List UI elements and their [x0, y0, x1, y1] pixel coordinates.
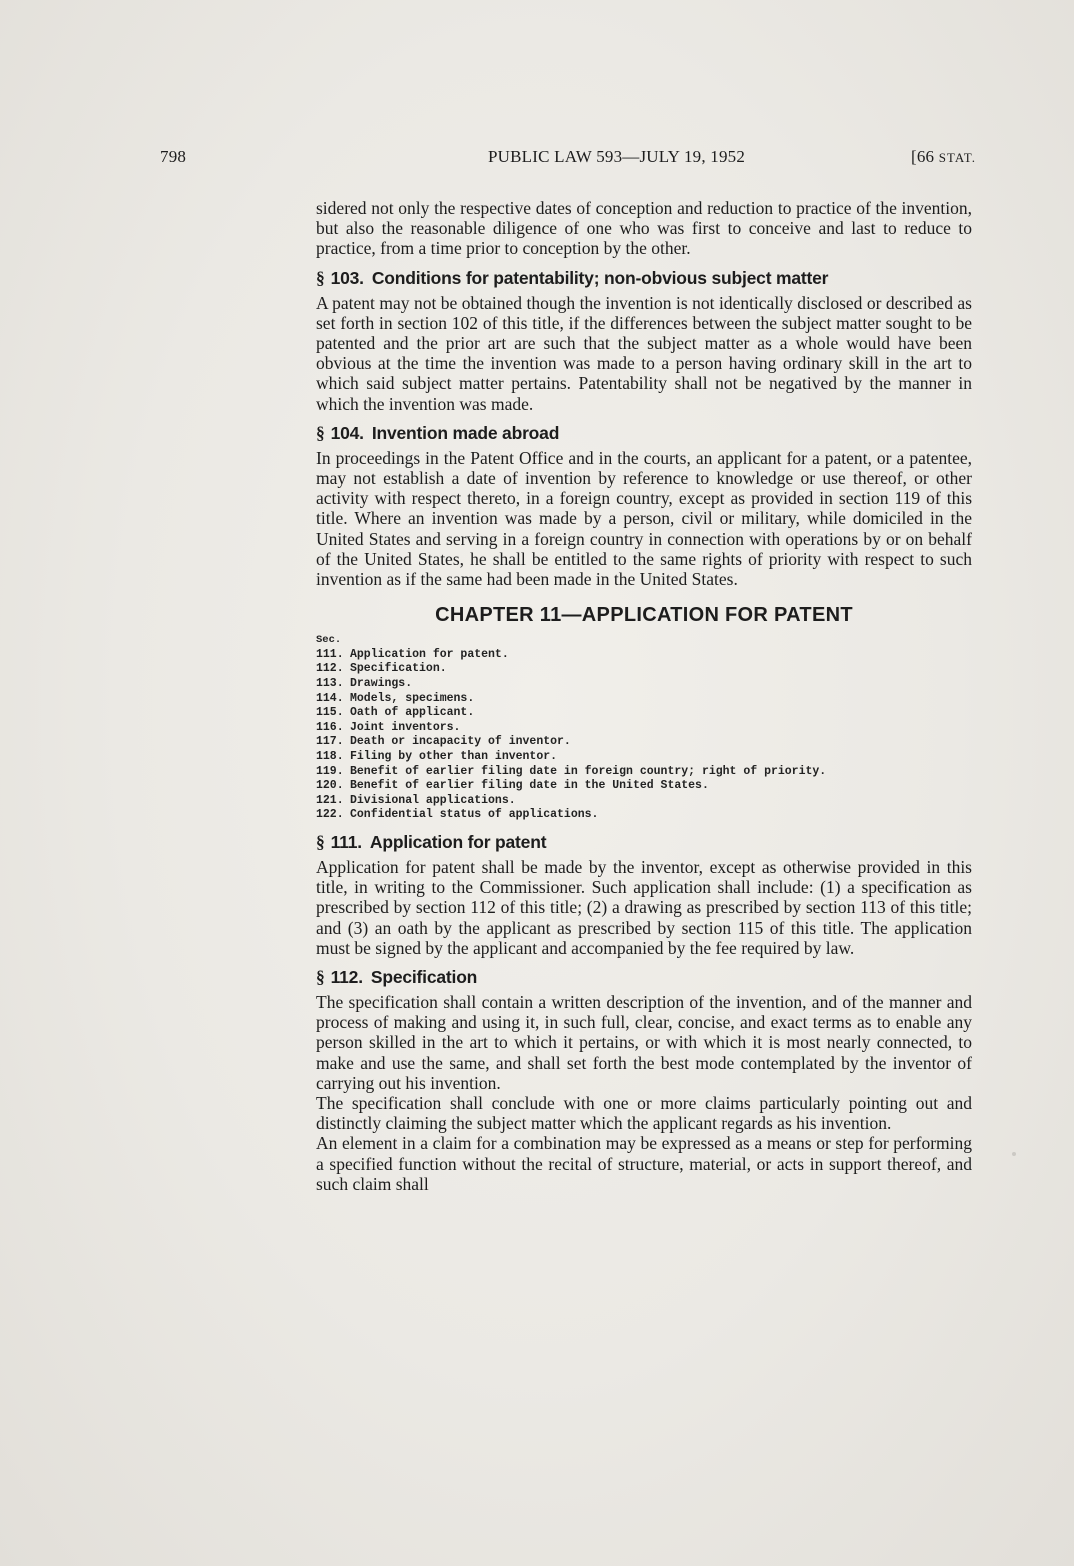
- scan-speck: [1012, 1152, 1016, 1156]
- section-number: 104.: [330, 422, 364, 443]
- page-body: [316, 198, 972, 1194]
- toc-item-number: 118.: [316, 750, 344, 763]
- section-111-heading: [316, 832, 972, 853]
- toc-item-text: Benefit of earlier filing date in the United States.: [350, 779, 709, 793]
- running-title: PUBLIC LAW 593—JULY 19, 1952: [488, 147, 746, 166]
- toc-item-text: Application for patent.: [350, 647, 509, 661]
- page-number: 798: [160, 147, 187, 166]
- running-header: [160, 147, 978, 173]
- toc-item: [316, 706, 972, 721]
- toc-item-number: 114.: [316, 691, 344, 705]
- chapter-title: CHAPTER 11—APPLICATION FOR PATENT: [435, 604, 853, 627]
- toc-item: [316, 721, 972, 736]
- section-number: 112.: [330, 966, 363, 987]
- toc-item-number: 115.: [316, 706, 344, 720]
- toc-item: [316, 692, 972, 707]
- section-title: Invention made abroad: [371, 422, 560, 443]
- section-112-paragraph: The specification shall contain a written description of the invention, and of the manner and process of making and using it, in such full, clear, concise, and exact terms as to enable any person skilled in the art to which it pertains, or with which it is most nearly connected, to make and use the same, and shall set forth the best mode contemplated by the inventor of carrying out his invention.: [316, 991, 972, 1093]
- toc-item: [316, 735, 972, 750]
- section-112-heading: [316, 967, 972, 988]
- toc-item-number: 112.: [316, 662, 344, 676]
- toc-item: [316, 750, 972, 765]
- toc-item-number: 117.: [316, 735, 344, 749]
- statute-reference: [911, 147, 976, 167]
- toc-item-text: Joint inventors.: [350, 720, 461, 734]
- section-112-paragraph: The specification shall conclude with one or more claims particularly pointing out and distinctly claiming the subject matter which the applicant regards as his invention.: [316, 1093, 972, 1134]
- toc-item: [316, 662, 972, 677]
- section-number: 111.: [330, 831, 362, 852]
- toc-item-text: Specification.: [350, 662, 447, 676]
- section-112-paragraph: An element in a claim for a combination may be expressed as a means or step for performing a specified function without the recital of structure, material, or acts in support thereof, and such claim shall: [316, 1133, 972, 1194]
- toc-item: [316, 765, 972, 780]
- section-111-paragraph: Application for patent shall be made by the inventor, except as otherwise provided in this title, in writing to the Commissioner. Such application shall include: (1) a specification as prescribed by section 112 of this title; (2) a drawing as prescribed by section 113 of this title; and (3) an oath by the applicant as prescribed by section 115 of this title. The application must be signed by the applicant and accompanied by the fee required by law.: [316, 856, 972, 958]
- toc-item: [316, 648, 972, 663]
- section-sign: §: [316, 831, 325, 852]
- section-103-heading: [316, 268, 972, 289]
- toc-item-text: Oath of applicant.: [350, 706, 475, 720]
- toc-item-text: Confidential status of applications.: [350, 808, 599, 822]
- chapter-table-of-contents: [316, 633, 972, 823]
- statute-volume: [66: [910, 147, 935, 166]
- section-sign: §: [316, 422, 325, 443]
- toc-item: [316, 808, 972, 823]
- section-title: Specification: [370, 966, 478, 987]
- toc-item-number: 121.: [316, 793, 344, 807]
- section-104-heading: [316, 423, 972, 444]
- toc-item-number: 119.: [316, 764, 344, 778]
- toc-item-text: Models, specimens.: [350, 691, 475, 705]
- statute-label: STAT.: [938, 150, 976, 165]
- toc-item-number: 111.: [316, 647, 344, 661]
- toc-item-text: Benefit of earlier filing date in foreign country; right of priority.: [350, 764, 827, 778]
- section-number: 103.: [330, 267, 364, 288]
- section-sign: §: [316, 267, 325, 288]
- section-103-paragraph: A patent may not be obtained though the invention is not identically disclosed or described as set forth in section 102 of this title, if the differences between the subject matter sought to be patented and the prior art are such that the subject matter as a whole would have been obvious at the time the invention was made to a person having ordinary skill in the art to which said subject matter pertains. Patentability shall not be negatived by the manner in which the invention was made.: [316, 292, 972, 414]
- toc-item: [316, 779, 972, 794]
- toc-item-text: Death or incapacity of inventor.: [350, 735, 571, 749]
- toc-item: [316, 677, 972, 692]
- toc-item-number: 120.: [316, 779, 344, 793]
- toc-item-number: 113.: [316, 677, 344, 691]
- toc-item-text: Filing by other than inventor.: [350, 750, 558, 763]
- toc-label: Sec.: [316, 634, 342, 647]
- toc-item-number: 116.: [316, 720, 344, 734]
- section-sign: §: [316, 966, 325, 987]
- section-104-paragraph: In proceedings in the Patent Office and in the courts, an applicant for a patent, or a patentee, may not establish a date of invention by reference to knowledge or use thereof, or other activity with respect thereto, in a foreign country, except as provided in section 119 of this title. Where an invention was made by a person, civil or military, while domiciled in the United States and serving in a foreign country in connection with operations by or on behalf of the United States, he shall be entitled to the same rights of priority with respect to such invention as if the same had been made in the United States.: [316, 447, 972, 590]
- toc-item-text: Divisional applications.: [350, 793, 516, 807]
- section-title: Application for patent: [369, 831, 547, 852]
- toc-item-number: 122.: [316, 808, 344, 822]
- continued-paragraph: sidered not only the respective dates of conception and reduction to practice of the invention, but also the reasonable diligence of one who was first to conceive and last to reduce to practice, from a time prior to conception by the other.: [316, 198, 972, 259]
- toc-item: [316, 794, 972, 809]
- toc-item-text: Drawings.: [350, 677, 413, 691]
- section-title: Conditions for patentability; non-obvious subject matter: [371, 267, 829, 288]
